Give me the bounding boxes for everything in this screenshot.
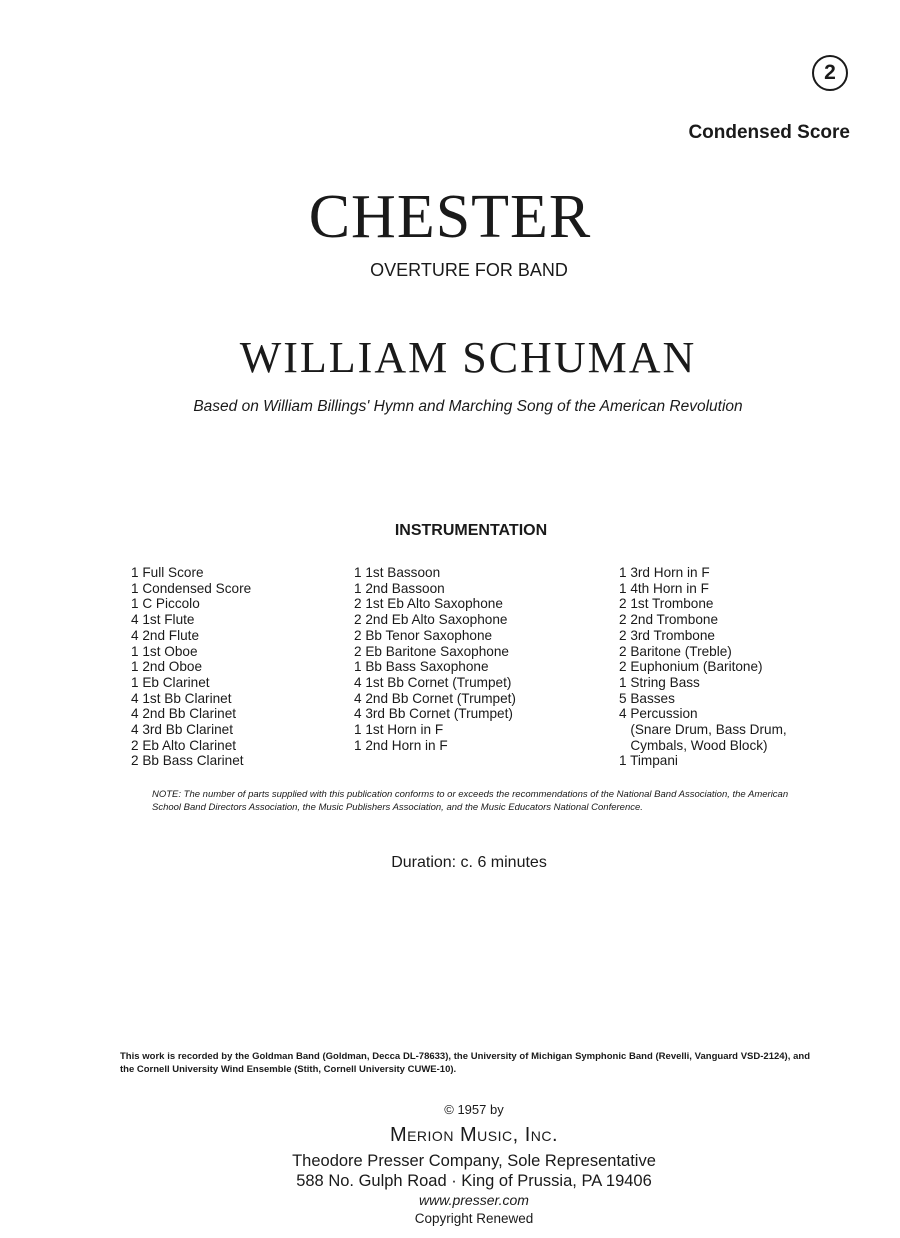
work-title: CHESTER (308, 183, 592, 251)
instrument-part: 2 1st Eb Alto Saxophone (354, 596, 503, 612)
instrumentation-column-1 (131, 565, 251, 769)
publisher-address: 588 No. Gulph Road · King of Prussia, PA 19406 (296, 1172, 652, 1190)
instrument-part: 1 1st Oboe (131, 643, 198, 659)
copyright-year: © 1957 by (444, 1102, 504, 1117)
instrument-part: 1 Condensed Score (131, 580, 252, 596)
instrument-part: 1 1st Bassoon (354, 565, 441, 580)
instrument-part: (Snare Drum, Bass Drum, (619, 722, 787, 738)
page-number-badge (812, 55, 848, 91)
work-subtitle: OVERTURE FOR BAND (370, 260, 568, 280)
instrument-part: 4 3rd Bb Cornet (Trumpet) (354, 706, 513, 722)
instrument-part: 1 C Piccolo (131, 596, 200, 612)
instrument-part: 1 Full Score (131, 565, 204, 580)
instrument-part: 1 4th Horn in F (619, 580, 709, 596)
instrumentation-column-2 (354, 565, 516, 753)
instrument-part: 4 2nd Bb Clarinet (131, 706, 237, 722)
instrument-part: 4 2nd Flute (131, 627, 200, 643)
instrument-part: 4 1st Flute (131, 612, 195, 628)
instrumentation-heading: INSTRUMENTATION (394, 522, 548, 539)
publisher-name: Merion Music, Inc. (389, 1124, 559, 1146)
instrument-part: 2 Bb Tenor Saxophone (354, 627, 493, 643)
instrument-part: 2 Eb Alto Clarinet (131, 737, 237, 753)
parts-note: NOTE: The number of parts supplied with this publication conforms to or exceeds the recommendations of the National Band Association, the American School Band Directors Association, the Music Publishers Association, and the Music Educators National Conference. (152, 789, 789, 813)
page-number: 2 (824, 61, 836, 84)
publisher-website: www.presser.com (419, 1192, 529, 1208)
score-type-label: Condensed Score (688, 122, 850, 143)
instrument-part: Cymbals, Wood Block) (619, 737, 768, 753)
instrument-part: 4 3rd Bb Clarinet (131, 722, 234, 738)
instrument-part: 1 2nd Oboe (131, 659, 203, 675)
instrument-part: 2 Baritone (Treble) (619, 643, 732, 659)
instrument-part: 4 Percussion (619, 706, 698, 722)
instrument-part: 4 1st Bb Cornet (Trumpet) (354, 674, 512, 690)
instrument-part: 2 2nd Eb Alto Saxophone (354, 612, 508, 628)
instrument-part: 1 1st Horn in F (354, 722, 444, 738)
instrument-part: 1 3rd Horn in F (619, 565, 710, 580)
instrument-part: 1 String Bass (619, 674, 700, 690)
instrument-part: 2 Euphonium (Baritone) (619, 659, 763, 675)
instrument-part: 2 Eb Baritone Saxophone (354, 643, 509, 659)
instrument-part: 1 Eb Clarinet (131, 674, 210, 690)
representative-line: Theodore Presser Company, Sole Representative (292, 1152, 656, 1170)
instrument-part: 2 2nd Trombone (619, 612, 718, 628)
instrument-part: 2 Bb Bass Clarinet (131, 753, 244, 769)
instrument-part: 5 Basses (619, 690, 675, 706)
instrument-part: 4 1st Bb Clarinet (131, 690, 232, 706)
instrument-part: 1 Timpani (619, 753, 678, 769)
instrument-part: 4 2nd Bb Cornet (Trumpet) (354, 690, 516, 706)
duration: Duration: c. 6 minutes (391, 854, 547, 871)
instrumentation-column-3 (619, 565, 787, 769)
composer-name: WILLIAM SCHUMAN (239, 333, 697, 382)
instrument-part: 2 1st Trombone (619, 596, 714, 612)
recording-info: This work is recorded by the Goldman Band (Goldman, Decca DL-78633), the University of Michigan Symphonic Band (Revelli, Vanguard VSD-2124), and the Cornell University Wind Ensemble (Stith, Cornell University CUWE-10). (120, 1051, 810, 1075)
copyright-renewed: Copyright Renewed (414, 1211, 534, 1226)
instrument-part: 1 2nd Horn in F (354, 737, 448, 753)
instrument-part: 1 2nd Bassoon (354, 580, 445, 596)
basis-line: Based on William Billings' Hymn and Marching Song of the American Revolution (193, 398, 743, 415)
instrument-part: 1 Bb Bass Saxophone (354, 659, 489, 675)
instrument-part: 2 3rd Trombone (619, 627, 715, 643)
